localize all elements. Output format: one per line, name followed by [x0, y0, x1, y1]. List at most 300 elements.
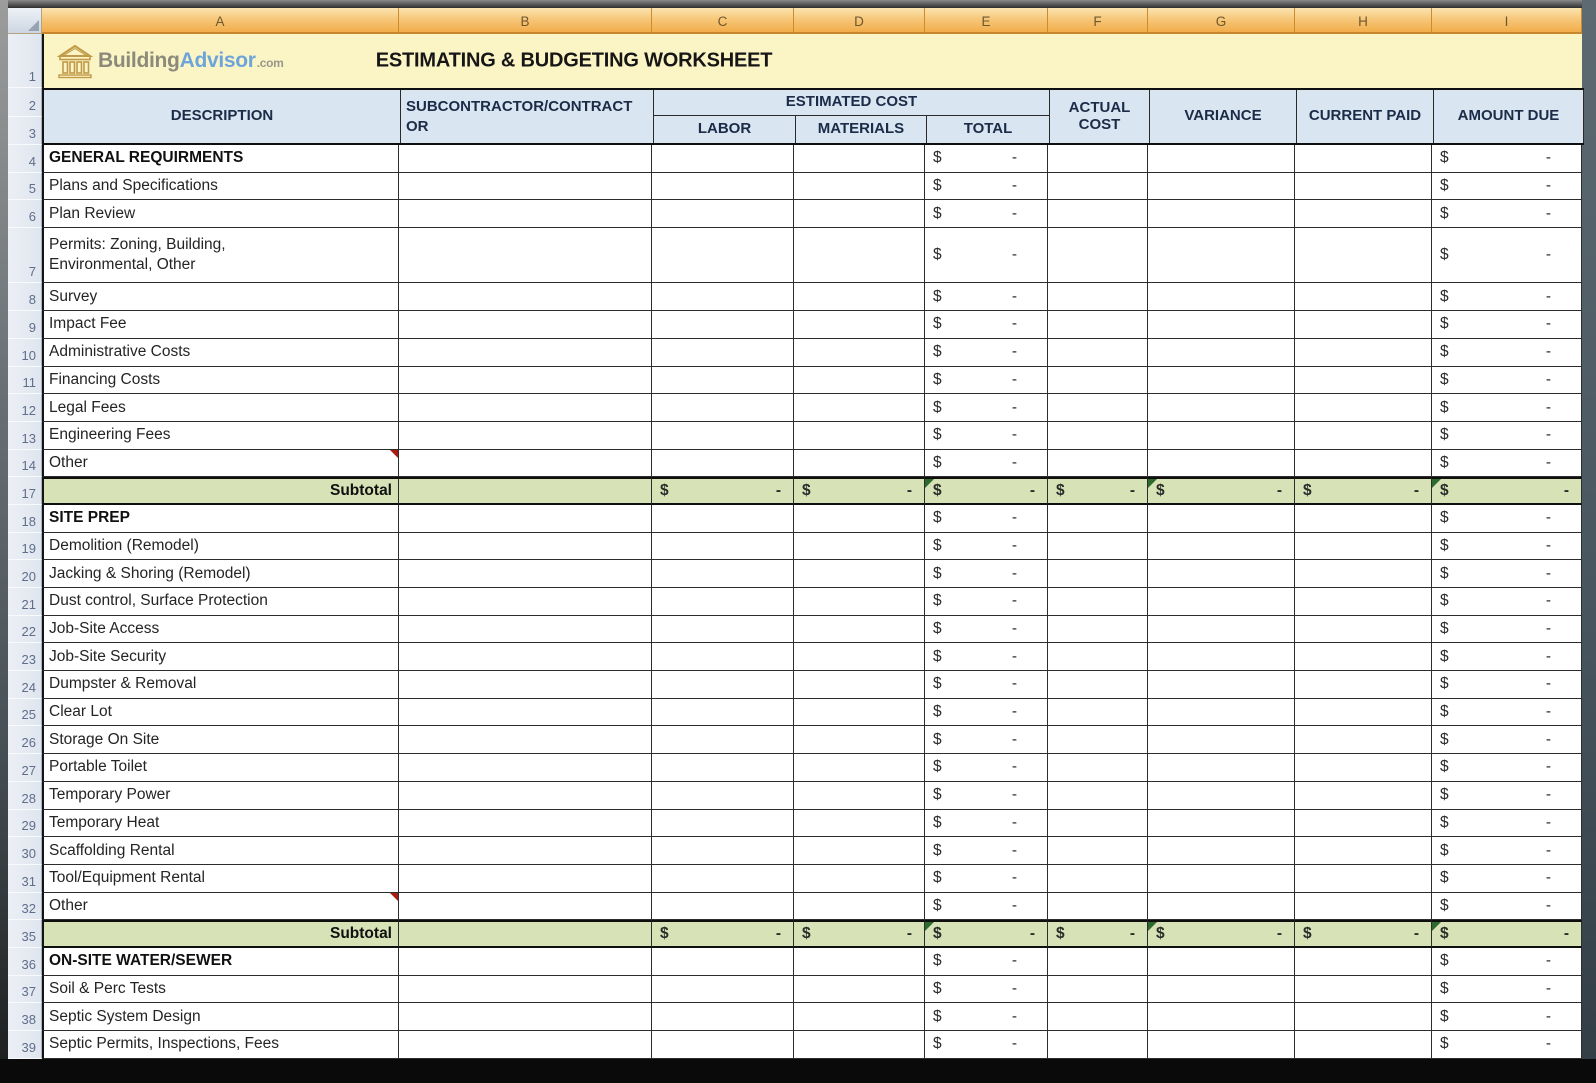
cell-G29[interactable]: [1148, 810, 1295, 838]
column-letter-E[interactable]: E: [925, 8, 1048, 34]
cell-C35[interactable]: [652, 920, 794, 948]
description-cell[interactable]: [42, 865, 399, 893]
subcontractor-cell[interactable]: [399, 560, 652, 588]
cell-F24[interactable]: [1048, 671, 1148, 699]
row-number[interactable]: 12: [8, 394, 42, 422]
header-description[interactable]: DESCRIPTION: [44, 90, 401, 143]
column-letter-I[interactable]: I: [1432, 8, 1582, 34]
subcontractor-cell[interactable]: [399, 1003, 652, 1031]
cell-F22[interactable]: [1048, 616, 1148, 644]
cell-I29[interactable]: [1432, 810, 1582, 838]
cell-E38[interactable]: [925, 1003, 1048, 1031]
row-number[interactable]: 22: [8, 616, 42, 644]
subcontractor-cell[interactable]: [399, 311, 652, 339]
cell-C12[interactable]: [652, 394, 794, 422]
cell-E24[interactable]: [925, 671, 1048, 699]
cell-G37[interactable]: [1148, 976, 1295, 1004]
cell-H21[interactable]: [1295, 588, 1432, 616]
cell-H39[interactable]: [1295, 1031, 1432, 1059]
subcontractor-cell[interactable]: [399, 533, 652, 561]
description-cell[interactable]: Permits: Zoning, Building, Environmental, Other: [42, 228, 399, 283]
cell-I26[interactable]: [1432, 726, 1582, 754]
cell-I38[interactable]: [1432, 1003, 1582, 1031]
cell-C31[interactable]: [652, 865, 794, 893]
cell-D36[interactable]: [794, 948, 925, 976]
cell-C23[interactable]: [652, 643, 794, 671]
header-labor[interactable]: LABOR: [654, 116, 796, 143]
cell-F28[interactable]: [1048, 782, 1148, 810]
header-estimated-cost[interactable]: ESTIMATED COST: [654, 90, 1050, 116]
row-number[interactable]: 29: [8, 810, 42, 838]
cell-F19[interactable]: [1048, 533, 1148, 561]
cell-C25[interactable]: [652, 699, 794, 727]
description-cell[interactable]: [42, 726, 399, 754]
cell-H31[interactable]: [1295, 865, 1432, 893]
cell-C6[interactable]: [652, 200, 794, 228]
select-all-corner[interactable]: [8, 8, 42, 34]
cell-F17[interactable]: [1048, 477, 1148, 505]
cell-G5[interactable]: [1148, 173, 1295, 201]
cell-D6[interactable]: [794, 200, 925, 228]
cell-I14[interactable]: [1432, 450, 1582, 478]
cell-H27[interactable]: [1295, 754, 1432, 782]
row-number[interactable]: 20: [8, 560, 42, 588]
cell-E13[interactable]: [925, 422, 1048, 450]
cell-C4[interactable]: [652, 145, 794, 173]
cell-C38[interactable]: [652, 1003, 794, 1031]
cell-D21[interactable]: [794, 588, 925, 616]
cell-H4[interactable]: [1295, 145, 1432, 173]
cell-G11[interactable]: [1148, 367, 1295, 395]
cell-C32[interactable]: [652, 893, 794, 921]
description-cell[interactable]: [42, 920, 399, 948]
cell-G36[interactable]: [1148, 948, 1295, 976]
description-cell[interactable]: [42, 643, 399, 671]
description-cell[interactable]: [42, 367, 399, 395]
cell-E11[interactable]: [925, 367, 1048, 395]
cell-C21[interactable]: [652, 588, 794, 616]
cell-G17[interactable]: [1148, 477, 1295, 505]
cell-E31[interactable]: [925, 865, 1048, 893]
cell-D19[interactable]: [794, 533, 925, 561]
cell-E8[interactable]: [925, 283, 1048, 311]
subcontractor-cell[interactable]: [399, 477, 652, 505]
description-cell[interactable]: [42, 948, 399, 976]
subcontractor-cell[interactable]: [399, 450, 652, 478]
cell-D10[interactable]: [794, 339, 925, 367]
row-number[interactable]: 30: [8, 837, 42, 865]
cell-C30[interactable]: [652, 837, 794, 865]
cell-G27[interactable]: [1148, 754, 1295, 782]
cell-G38[interactable]: [1148, 1003, 1295, 1031]
cell-F10[interactable]: [1048, 339, 1148, 367]
subcontractor-cell[interactable]: [399, 976, 652, 1004]
description-cell[interactable]: [42, 1031, 399, 1059]
cell-F20[interactable]: [1048, 560, 1148, 588]
row-number[interactable]: 13: [8, 422, 42, 450]
cell-E22[interactable]: [925, 616, 1048, 644]
description-cell[interactable]: [42, 1003, 399, 1031]
cell-H10[interactable]: [1295, 339, 1432, 367]
cell-F38[interactable]: [1048, 1003, 1148, 1031]
subcontractor-cell[interactable]: [399, 948, 652, 976]
cell-F25[interactable]: [1048, 699, 1148, 727]
subcontractor-cell[interactable]: [399, 671, 652, 699]
cell-G4[interactable]: [1148, 145, 1295, 173]
cell-H23[interactable]: [1295, 643, 1432, 671]
cell-H11[interactable]: [1295, 367, 1432, 395]
header-amount-due[interactable]: AMOUNT DUE: [1434, 90, 1584, 143]
cell-I19[interactable]: [1432, 533, 1582, 561]
cell-D8[interactable]: [794, 283, 925, 311]
row-number[interactable]: 5: [8, 173, 42, 201]
cell-G12[interactable]: [1148, 394, 1295, 422]
cell-G31[interactable]: [1148, 865, 1295, 893]
description-cell[interactable]: [42, 893, 399, 921]
title-cell[interactable]: [42, 34, 1582, 88]
cell-C9[interactable]: [652, 311, 794, 339]
cell-E26[interactable]: [925, 726, 1048, 754]
cell-C20[interactable]: [652, 560, 794, 588]
cell-E14[interactable]: [925, 450, 1048, 478]
row-number[interactable]: 23: [8, 643, 42, 671]
cell-F29[interactable]: [1048, 810, 1148, 838]
cell-F7[interactable]: [1048, 228, 1148, 283]
header-subcontractor[interactable]: SUBCONTRACTOR/CONTRACT OR: [401, 90, 654, 143]
row-number[interactable]: 31: [8, 865, 42, 893]
cell-I13[interactable]: [1432, 422, 1582, 450]
row-number[interactable]: 4: [8, 145, 42, 173]
subcontractor-cell[interactable]: [399, 893, 652, 921]
cell-E35[interactable]: [925, 920, 1048, 948]
row-number[interactable]: 25: [8, 699, 42, 727]
cell-D24[interactable]: [794, 671, 925, 699]
cell-G8[interactable]: [1148, 283, 1295, 311]
cell-H38[interactable]: [1295, 1003, 1432, 1031]
cell-D22[interactable]: [794, 616, 925, 644]
cell-D39[interactable]: [794, 1031, 925, 1059]
cell-C29[interactable]: [652, 810, 794, 838]
cell-G25[interactable]: [1148, 699, 1295, 727]
cell-H8[interactable]: [1295, 283, 1432, 311]
row-number[interactable]: 3: [8, 117, 42, 146]
row-number[interactable]: 10: [8, 339, 42, 367]
cell-I7[interactable]: [1432, 228, 1582, 283]
cell-G30[interactable]: [1148, 837, 1295, 865]
cell-F35[interactable]: [1048, 920, 1148, 948]
cell-I21[interactable]: [1432, 588, 1582, 616]
cell-I11[interactable]: [1432, 367, 1582, 395]
row-number[interactable]: 6: [8, 200, 42, 228]
subcontractor-cell[interactable]: [399, 173, 652, 201]
subcontractor-cell[interactable]: [399, 588, 652, 616]
cell-D13[interactable]: [794, 422, 925, 450]
cell-G21[interactable]: [1148, 588, 1295, 616]
cell-F18[interactable]: [1048, 505, 1148, 533]
description-cell[interactable]: [42, 782, 399, 810]
column-letter-H[interactable]: H: [1295, 8, 1432, 34]
cell-F5[interactable]: [1048, 173, 1148, 201]
subcontractor-cell[interactable]: [399, 1031, 652, 1059]
cell-I4[interactable]: [1432, 145, 1582, 173]
cell-D18[interactable]: [794, 505, 925, 533]
cell-H6[interactable]: [1295, 200, 1432, 228]
header-variance[interactable]: VARIANCE: [1150, 90, 1297, 143]
cell-H18[interactable]: [1295, 505, 1432, 533]
cell-E6[interactable]: [925, 200, 1048, 228]
cell-F23[interactable]: [1048, 643, 1148, 671]
cell-G6[interactable]: [1148, 200, 1295, 228]
subcontractor-cell[interactable]: [399, 394, 652, 422]
description-cell[interactable]: [42, 976, 399, 1004]
cell-G24[interactable]: [1148, 671, 1295, 699]
cell-E30[interactable]: [925, 837, 1048, 865]
cell-D23[interactable]: [794, 643, 925, 671]
subcontractor-cell[interactable]: [399, 837, 652, 865]
subcontractor-cell[interactable]: [399, 145, 652, 173]
cell-I23[interactable]: [1432, 643, 1582, 671]
cell-F4[interactable]: [1048, 145, 1148, 173]
description-cell[interactable]: [42, 505, 399, 533]
cell-E9[interactable]: [925, 311, 1048, 339]
cell-E28[interactable]: [925, 782, 1048, 810]
description-cell[interactable]: [42, 283, 399, 311]
cell-F27[interactable]: [1048, 754, 1148, 782]
row-number[interactable]: 39: [8, 1031, 42, 1059]
description-cell[interactable]: [42, 339, 399, 367]
cell-C28[interactable]: [652, 782, 794, 810]
description-cell[interactable]: [42, 422, 399, 450]
cell-D25[interactable]: [794, 699, 925, 727]
cell-I12[interactable]: [1432, 394, 1582, 422]
cell-F32[interactable]: [1048, 893, 1148, 921]
row-number[interactable]: 14: [8, 450, 42, 478]
cell-D32[interactable]: [794, 893, 925, 921]
cell-H25[interactable]: [1295, 699, 1432, 727]
cell-I24[interactable]: [1432, 671, 1582, 699]
cell-F37[interactable]: [1048, 976, 1148, 1004]
row-number[interactable]: 17: [8, 477, 42, 505]
cell-F21[interactable]: [1048, 588, 1148, 616]
row-number[interactable]: 38: [8, 1003, 42, 1031]
cell-G26[interactable]: [1148, 726, 1295, 754]
subcontractor-cell[interactable]: [399, 699, 652, 727]
subcontractor-cell[interactable]: [399, 754, 652, 782]
cell-D17[interactable]: [794, 477, 925, 505]
row-number[interactable]: 35: [8, 920, 42, 948]
cell-C17[interactable]: [652, 477, 794, 505]
subcontractor-cell[interactable]: [399, 283, 652, 311]
cell-C27[interactable]: [652, 754, 794, 782]
cell-C36[interactable]: [652, 948, 794, 976]
cell-I32[interactable]: [1432, 893, 1582, 921]
description-cell[interactable]: [42, 533, 399, 561]
row-number[interactable]: 24: [8, 671, 42, 699]
description-cell[interactable]: [42, 394, 399, 422]
row-number[interactable]: 37: [8, 976, 42, 1004]
cell-H32[interactable]: [1295, 893, 1432, 921]
description-cell[interactable]: [42, 754, 399, 782]
row-number[interactable]: 36: [8, 948, 42, 976]
column-letter-D[interactable]: D: [794, 8, 925, 34]
cell-E19[interactable]: [925, 533, 1048, 561]
cell-H13[interactable]: [1295, 422, 1432, 450]
cell-H35[interactable]: [1295, 920, 1432, 948]
header-current-paid[interactable]: CURRENT PAID: [1297, 90, 1434, 143]
cell-I30[interactable]: [1432, 837, 1582, 865]
subcontractor-cell[interactable]: [399, 367, 652, 395]
cell-F31[interactable]: [1048, 865, 1148, 893]
cell-D28[interactable]: [794, 782, 925, 810]
cell-D4[interactable]: [794, 145, 925, 173]
subcontractor-cell[interactable]: [399, 339, 652, 367]
cell-G14[interactable]: [1148, 450, 1295, 478]
cell-C14[interactable]: [652, 450, 794, 478]
cell-I31[interactable]: [1432, 865, 1582, 893]
subcontractor-cell[interactable]: [399, 726, 652, 754]
cell-F9[interactable]: [1048, 311, 1148, 339]
subcontractor-cell[interactable]: [399, 616, 652, 644]
description-cell[interactable]: [42, 810, 399, 838]
cell-I17[interactable]: [1432, 477, 1582, 505]
cell-I5[interactable]: [1432, 173, 1582, 201]
cell-E17[interactable]: [925, 477, 1048, 505]
description-cell[interactable]: [42, 450, 399, 478]
cell-E12[interactable]: [925, 394, 1048, 422]
cell-I28[interactable]: [1432, 782, 1582, 810]
description-cell[interactable]: [42, 616, 399, 644]
cell-G35[interactable]: [1148, 920, 1295, 948]
cell-I39[interactable]: [1432, 1031, 1582, 1059]
cell-C10[interactable]: [652, 339, 794, 367]
cell-E25[interactable]: [925, 699, 1048, 727]
cell-E7[interactable]: [925, 228, 1048, 283]
cell-H26[interactable]: [1295, 726, 1432, 754]
cell-F6[interactable]: [1048, 200, 1148, 228]
column-letter-A[interactable]: A: [42, 8, 399, 34]
cell-G20[interactable]: [1148, 560, 1295, 588]
cell-I20[interactable]: [1432, 560, 1582, 588]
header-materials[interactable]: MATERIALS: [796, 116, 927, 143]
cell-E5[interactable]: [925, 173, 1048, 201]
row-number[interactable]: 28: [8, 782, 42, 810]
cell-C37[interactable]: [652, 976, 794, 1004]
cell-D38[interactable]: [794, 1003, 925, 1031]
cell-G22[interactable]: [1148, 616, 1295, 644]
cell-G23[interactable]: [1148, 643, 1295, 671]
cell-G18[interactable]: [1148, 505, 1295, 533]
cell-E37[interactable]: [925, 976, 1048, 1004]
cell-F26[interactable]: [1048, 726, 1148, 754]
column-letter-F[interactable]: F: [1048, 8, 1148, 34]
cell-G7[interactable]: [1148, 228, 1295, 283]
cell-D31[interactable]: [794, 865, 925, 893]
row-number[interactable]: 32: [8, 893, 42, 921]
cell-H5[interactable]: [1295, 173, 1432, 201]
cell-D27[interactable]: [794, 754, 925, 782]
cell-C13[interactable]: [652, 422, 794, 450]
cell-C39[interactable]: [652, 1031, 794, 1059]
cell-E36[interactable]: [925, 948, 1048, 976]
cell-C19[interactable]: [652, 533, 794, 561]
row-number[interactable]: 2: [8, 88, 42, 117]
cell-H36[interactable]: [1295, 948, 1432, 976]
row-number[interactable]: 19: [8, 533, 42, 561]
subcontractor-cell[interactable]: [399, 422, 652, 450]
subcontractor-cell[interactable]: [399, 643, 652, 671]
cell-I22[interactable]: [1432, 616, 1582, 644]
cell-I9[interactable]: [1432, 311, 1582, 339]
cell-D26[interactable]: [794, 726, 925, 754]
cell-F13[interactable]: [1048, 422, 1148, 450]
cell-C22[interactable]: [652, 616, 794, 644]
cell-E32[interactable]: [925, 893, 1048, 921]
cell-F30[interactable]: [1048, 837, 1148, 865]
cell-G39[interactable]: [1148, 1031, 1295, 1059]
description-cell[interactable]: [42, 671, 399, 699]
header-actual-cost[interactable]: ACTUAL COST: [1050, 90, 1150, 143]
cell-D9[interactable]: [794, 311, 925, 339]
description-cell[interactable]: [42, 588, 399, 616]
description-cell[interactable]: [42, 837, 399, 865]
cell-H14[interactable]: [1295, 450, 1432, 478]
row-number[interactable]: 1: [8, 34, 42, 88]
cell-C7[interactable]: [652, 228, 794, 283]
cell-G13[interactable]: [1148, 422, 1295, 450]
cell-E20[interactable]: [925, 560, 1048, 588]
cell-E29[interactable]: [925, 810, 1048, 838]
cell-H28[interactable]: [1295, 782, 1432, 810]
description-cell[interactable]: [42, 477, 399, 505]
subcontractor-cell[interactable]: [399, 228, 652, 283]
cell-H19[interactable]: [1295, 533, 1432, 561]
cell-D5[interactable]: [794, 173, 925, 201]
cell-D11[interactable]: [794, 367, 925, 395]
row-number[interactable]: 21: [8, 588, 42, 616]
cell-H24[interactable]: [1295, 671, 1432, 699]
cell-I27[interactable]: [1432, 754, 1582, 782]
cell-C24[interactable]: [652, 671, 794, 699]
cell-D30[interactable]: [794, 837, 925, 865]
cell-F12[interactable]: [1048, 394, 1148, 422]
cell-E18[interactable]: [925, 505, 1048, 533]
subcontractor-cell[interactable]: [399, 810, 652, 838]
subcontractor-cell[interactable]: [399, 920, 652, 948]
cell-D7[interactable]: [794, 228, 925, 283]
cell-H9[interactable]: [1295, 311, 1432, 339]
cell-H29[interactable]: [1295, 810, 1432, 838]
cell-E39[interactable]: [925, 1031, 1048, 1059]
row-number[interactable]: 8: [8, 283, 42, 311]
row-number[interactable]: 9: [8, 311, 42, 339]
header-total[interactable]: TOTAL: [927, 116, 1050, 143]
cell-G32[interactable]: [1148, 893, 1295, 921]
cell-F14[interactable]: [1048, 450, 1148, 478]
subcontractor-cell[interactable]: [399, 782, 652, 810]
cell-D20[interactable]: [794, 560, 925, 588]
cell-F39[interactable]: [1048, 1031, 1148, 1059]
cell-D29[interactable]: [794, 810, 925, 838]
row-number[interactable]: 27: [8, 754, 42, 782]
cell-I37[interactable]: [1432, 976, 1582, 1004]
cell-C8[interactable]: [652, 283, 794, 311]
cell-E21[interactable]: [925, 588, 1048, 616]
cell-G10[interactable]: [1148, 339, 1295, 367]
description-cell[interactable]: [42, 200, 399, 228]
row-number[interactable]: 7: [8, 228, 42, 283]
row-number[interactable]: 26: [8, 726, 42, 754]
cell-C26[interactable]: [652, 726, 794, 754]
